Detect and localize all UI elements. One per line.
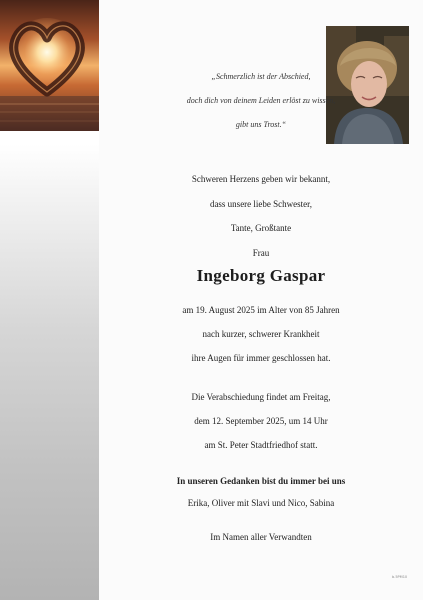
closing-line: Im Namen aller Verwandten: [210, 532, 312, 542]
details-line: ihre Augen für immer geschlossen hat.: [191, 353, 331, 363]
quote-line: gibt uns Trost.“: [235, 120, 287, 129]
details-line: nach kurzer, schwerer Krankheit: [202, 329, 320, 339]
funeral-line: Die Verabschiedung findet am Freitag,: [191, 392, 331, 402]
closing-block: [99, 527, 423, 547]
details-line: am 19. August 2025 im Alter von 85 Jahren: [182, 305, 340, 315]
announcement-line: Schweren Herzens geben wir bekannt,: [191, 174, 331, 184]
announcement-block: [99, 167, 423, 265]
footer-code: b.5PM10: [392, 575, 408, 579]
heart-sunset-photo: [0, 0, 99, 131]
deceased-name: Ingeborg Gaspar: [196, 266, 326, 285]
quote-line: doch dich von deinem Leiden erlöst zu wissen,: [186, 96, 336, 105]
announcement-line: dass unsere liebe Schwester,: [209, 198, 313, 209]
announcement-line: Tante, Großtante: [230, 223, 292, 233]
family-heading: In unseren Gedanken bist du immer bei uns: [176, 476, 346, 486]
quote-line: „Schmerzlich ist der Abschied,: [211, 72, 311, 81]
announcement-line: Frau: [252, 247, 270, 258]
quote-block: [99, 65, 423, 137]
funeral-line: dem 12. September 2025, um 14 Uhr: [194, 416, 328, 426]
funeral-line: am St. Peter Stadtfriedhof statt.: [204, 440, 318, 450]
funeral-info-block: [99, 385, 423, 457]
death-details-block: [99, 298, 423, 370]
family-names: Erika, Oliver mit Slavi und Nico, Sabina: [187, 498, 335, 508]
family-block: [99, 470, 423, 514]
heart-sunset-image: [0, 0, 99, 131]
